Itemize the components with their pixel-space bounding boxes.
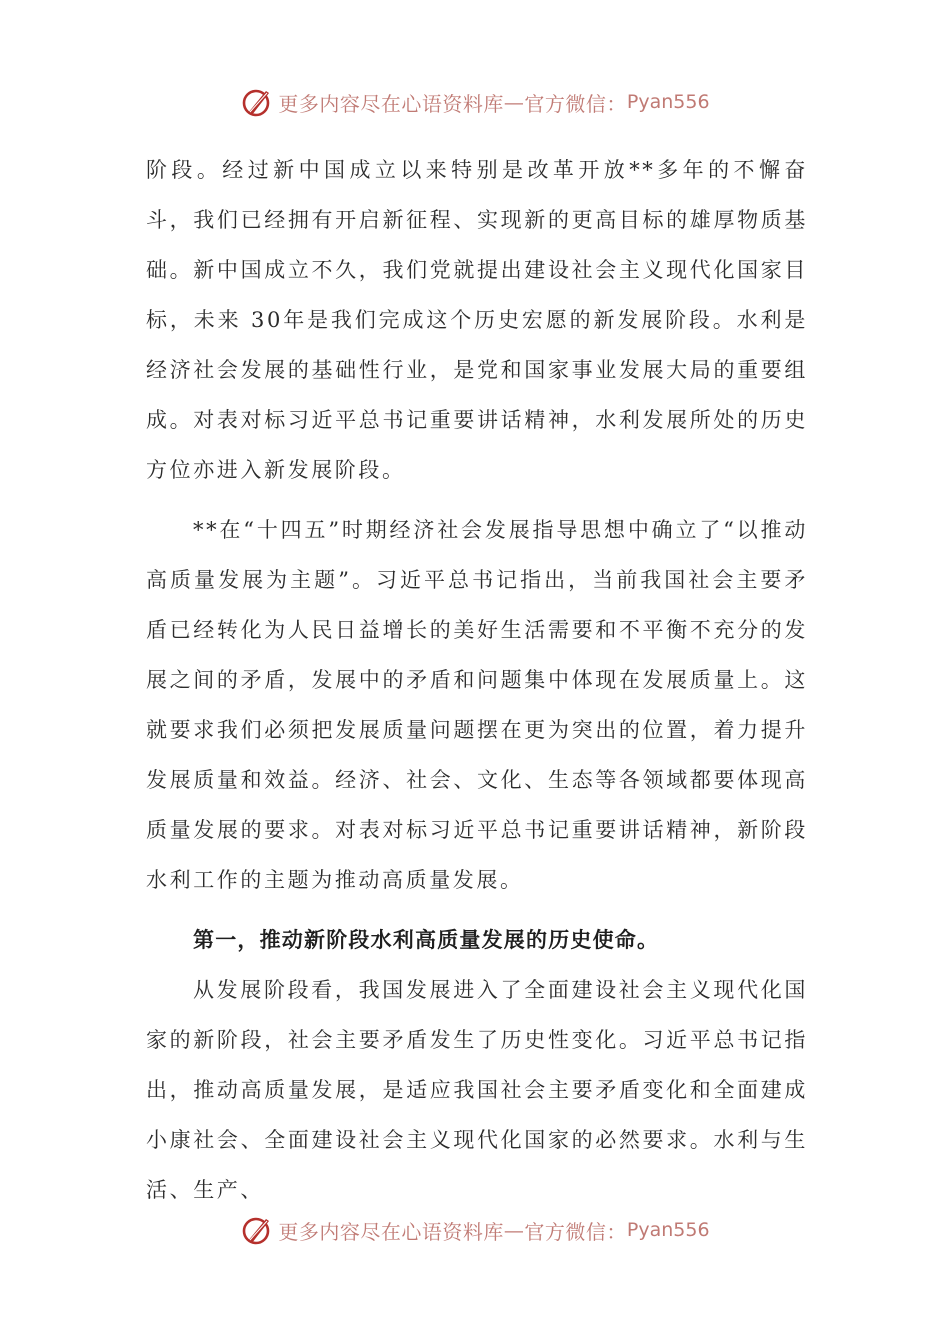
paragraph-3: 从发展阶段看，我国发展进入了全面建设社会主义现代化国家的新阶段，社会主要矛盾发生了历史性变化。习近平总书记指出，推动高质量发展，是适应我国社会主要矛盾变化和全面建成小康社会、全面建设社会主义现代化国家的必然要求。水利与生活、生产、 [146, 978, 808, 1202]
document-body [146, 145, 808, 1215]
header-banner [0, 80, 950, 124]
footer-dash: — [503, 1218, 525, 1242]
footer-site-text: 更多内容尽在心语资料库 [278, 1219, 504, 1244]
header-wechat-id: Pyan556 [626, 91, 710, 113]
header-dash: — [503, 90, 525, 114]
footer-wechat-label: 官方微信： [524, 1219, 627, 1244]
section-heading: 第一，推动新阶段水利高质量发展的历史使命。 [193, 928, 660, 952]
quill-pen-circle-icon [240, 85, 274, 119]
quill-pen-circle-icon [240, 1213, 274, 1247]
footer-wechat-id: Pyan556 [626, 1219, 710, 1241]
paragraph-2: **在“十四五”时期经济社会发展指导思想中确立了“以推动高质量发展为主题”。习近平总书记指出，当前我国社会主要矛盾已经转化为人民日益增长的美好生活需要和不平衡不充分的发展之间的矛盾，发展中的矛盾和问题集中体现在发展质量上。这就要求我们必须把发展质量问题摆在更为突出的位置，着力提升发展质量和效益。经济、社会、文化、生态等各领域都要体现高质量发展的要求。对表对标习近平总书记重要讲话精神，新阶段水利工作的主题为推动高质量发展。 [146, 518, 808, 892]
footer-banner [0, 1208, 950, 1252]
paragraph-1: 阶段。经过新中国成立以来特别是改革开放**多年的不懈奋斗，我们已经拥有开启新征程、实现新的更高目标的雄厚物质基础。新中国成立不久，我们党就提出建设社会主义现代化国家目标，未来 30年是我们完成这个历史宏愿的新发展阶段。水利是经济社会发展的基础性行业，是党和国家事业发展大局的重要组成。对表对标习近平总书记重要讲话精神，水利发展所处的历史方位亦进入新发展阶段。 [146, 158, 808, 482]
header-site-text: 更多内容尽在心语资料库 [278, 91, 504, 116]
header-wechat-label: 官方微信： [524, 91, 627, 116]
